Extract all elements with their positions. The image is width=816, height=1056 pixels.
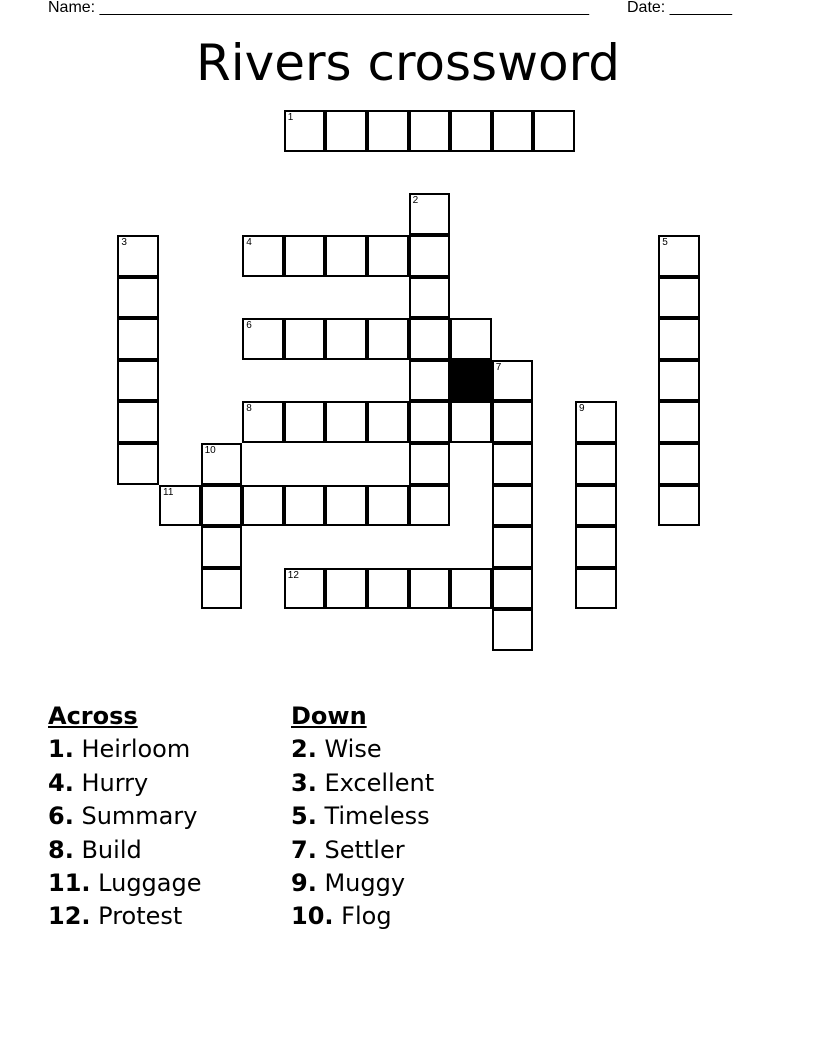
- grid-cell[interactable]: [117, 443, 159, 485]
- clue-text: Protest: [98, 902, 183, 931]
- clue-number: 8.: [48, 835, 74, 864]
- clue-down-3: [291, 767, 434, 800]
- page-title: Rivers crossword: [195, 34, 621, 92]
- clue-text: Settler: [324, 835, 405, 864]
- across-clues: [48, 700, 202, 934]
- clue-down-5: [291, 800, 434, 833]
- clue-down-2: [291, 733, 434, 766]
- clue-text: Hurry: [81, 768, 149, 797]
- grid-cell[interactable]: [492, 526, 534, 568]
- clue-number: 12.: [48, 902, 91, 931]
- grid-cell[interactable]: [367, 318, 409, 360]
- grid-cell[interactable]: [367, 401, 409, 443]
- grid-cell[interactable]: [575, 485, 617, 527]
- across-heading: Across: [48, 702, 138, 730]
- grid-cell[interactable]: [409, 193, 451, 235]
- clue-across-11: [48, 867, 202, 900]
- down-heading: Down: [291, 702, 367, 730]
- clue-text: Wise: [324, 735, 382, 764]
- grid-cell[interactable]: [325, 485, 367, 527]
- clue-number-label: 5: [662, 237, 668, 248]
- grid-cell[interactable]: [492, 568, 534, 610]
- grid-cell[interactable]: [658, 401, 700, 443]
- grid-cell[interactable]: [492, 360, 534, 402]
- grid-cell[interactable]: [367, 235, 409, 277]
- clue-number: 7.: [291, 835, 317, 864]
- grid-cell[interactable]: [575, 443, 617, 485]
- grid-cell[interactable]: [492, 609, 534, 651]
- clue-down-10: [291, 900, 434, 933]
- clue-number: 11.: [48, 869, 91, 898]
- clue-across-6: [48, 800, 202, 833]
- clue-across-12: [48, 900, 202, 933]
- clue-number-label: 8: [246, 403, 252, 415]
- clue-down-9: [291, 867, 434, 900]
- grid-cell[interactable]: [242, 318, 284, 360]
- grid-cell[interactable]: [492, 443, 534, 485]
- grid-cell[interactable]: [117, 277, 159, 319]
- clue-number: 10.: [291, 902, 334, 931]
- grid-cell[interactable]: [409, 443, 451, 485]
- grid-cell[interactable]: [409, 318, 451, 360]
- clue-text: Muggy: [324, 869, 406, 898]
- date-field: Date: _______: [627, 0, 732, 16]
- grid-cell[interactable]: [284, 401, 326, 443]
- grid-cell[interactable]: [409, 485, 451, 527]
- grid-cell[interactable]: [575, 568, 617, 610]
- grid-cell[interactable]: [325, 401, 367, 443]
- clue-number-label: 2: [412, 195, 419, 207]
- black-cell: [450, 360, 492, 402]
- grid-cell[interactable]: [450, 401, 492, 443]
- grid-cell[interactable]: [159, 485, 201, 527]
- grid-cell[interactable]: [201, 485, 243, 527]
- clue-down-7: [291, 834, 434, 867]
- clue-number-label: 1: [287, 112, 294, 124]
- grid-cell[interactable]: [242, 401, 284, 443]
- grid-cell[interactable]: [658, 360, 700, 402]
- clue-number-label: 11: [163, 486, 174, 498]
- grid-cell[interactable]: [409, 568, 451, 610]
- grid-cell[interactable]: [450, 110, 492, 152]
- clue-number: 9.: [291, 869, 317, 898]
- clue-text: Excellent: [324, 768, 435, 797]
- grid-cell[interactable]: [409, 401, 451, 443]
- grid-cell[interactable]: [409, 110, 451, 152]
- clue-number: 4.: [48, 768, 74, 797]
- grid-cell[interactable]: [367, 110, 409, 152]
- grid-cell[interactable]: [533, 110, 575, 152]
- grid-cell[interactable]: [325, 235, 367, 277]
- grid-cell[interactable]: [658, 485, 700, 527]
- grid-cell[interactable]: [284, 485, 326, 527]
- clue-number-label: 3: [121, 237, 127, 248]
- grid-cell[interactable]: [284, 318, 326, 360]
- grid-cell[interactable]: [325, 318, 367, 360]
- grid-cell[interactable]: [325, 110, 367, 152]
- grid-cell[interactable]: [409, 360, 451, 402]
- clue-number: 5.: [291, 802, 317, 831]
- clue-text: Heirloom: [81, 735, 191, 764]
- grid-cell[interactable]: [117, 235, 159, 277]
- clue-number-label: 7: [495, 361, 502, 373]
- grid-cell[interactable]: [658, 443, 700, 485]
- grid-cell[interactable]: [284, 235, 326, 277]
- grid-cell[interactable]: [284, 110, 326, 152]
- down-clues: [291, 700, 434, 934]
- clue-text: Summary: [81, 802, 198, 831]
- clue-number: 1.: [48, 735, 74, 764]
- clue-number-label: 9: [579, 403, 585, 415]
- grid-cell[interactable]: [575, 526, 617, 568]
- grid-cell[interactable]: [450, 318, 492, 360]
- grid-cell[interactable]: [575, 401, 617, 443]
- grid-cell[interactable]: [284, 568, 326, 610]
- grid-cell[interactable]: [117, 401, 159, 443]
- clue-number-label: 12: [287, 569, 299, 581]
- grid-cell[interactable]: [658, 318, 700, 360]
- grid-cell[interactable]: [492, 401, 534, 443]
- grid-cell[interactable]: [658, 277, 700, 319]
- grid-cell[interactable]: [409, 235, 451, 277]
- grid-cell[interactable]: [325, 568, 367, 610]
- clue-text: Timeless: [324, 802, 430, 831]
- clue-text: Luggage: [98, 869, 202, 898]
- grid-cell[interactable]: [201, 526, 243, 568]
- grid-cell[interactable]: [117, 360, 159, 402]
- grid-cell[interactable]: [242, 485, 284, 527]
- clue-text: Flog: [341, 902, 392, 931]
- grid-cell[interactable]: [367, 568, 409, 610]
- clue-number: 6.: [48, 802, 74, 831]
- name-field: Name: _______________________________________________________: [48, 0, 589, 16]
- clue-across-4: [48, 767, 202, 800]
- clue-number: 3.: [291, 768, 317, 797]
- clue-number: 2.: [291, 735, 317, 764]
- grid-cell[interactable]: [658, 235, 700, 277]
- clue-across-8: [48, 834, 202, 867]
- clue-text: Build: [81, 835, 142, 864]
- grid-cell[interactable]: [242, 235, 284, 277]
- grid-cell[interactable]: [201, 443, 243, 485]
- grid-cell[interactable]: [409, 277, 451, 319]
- clue-number-label: 4: [246, 237, 252, 248]
- grid-cell[interactable]: [117, 318, 159, 360]
- grid-cell[interactable]: [450, 568, 492, 610]
- clue-across-1: [48, 733, 202, 766]
- grid-cell[interactable]: [492, 485, 534, 527]
- clue-number-label: 10: [204, 445, 216, 456]
- grid-cell[interactable]: [201, 568, 243, 610]
- grid-cell[interactable]: [492, 110, 534, 152]
- grid-cell[interactable]: [367, 485, 409, 527]
- clue-number-label: 6: [246, 320, 252, 332]
